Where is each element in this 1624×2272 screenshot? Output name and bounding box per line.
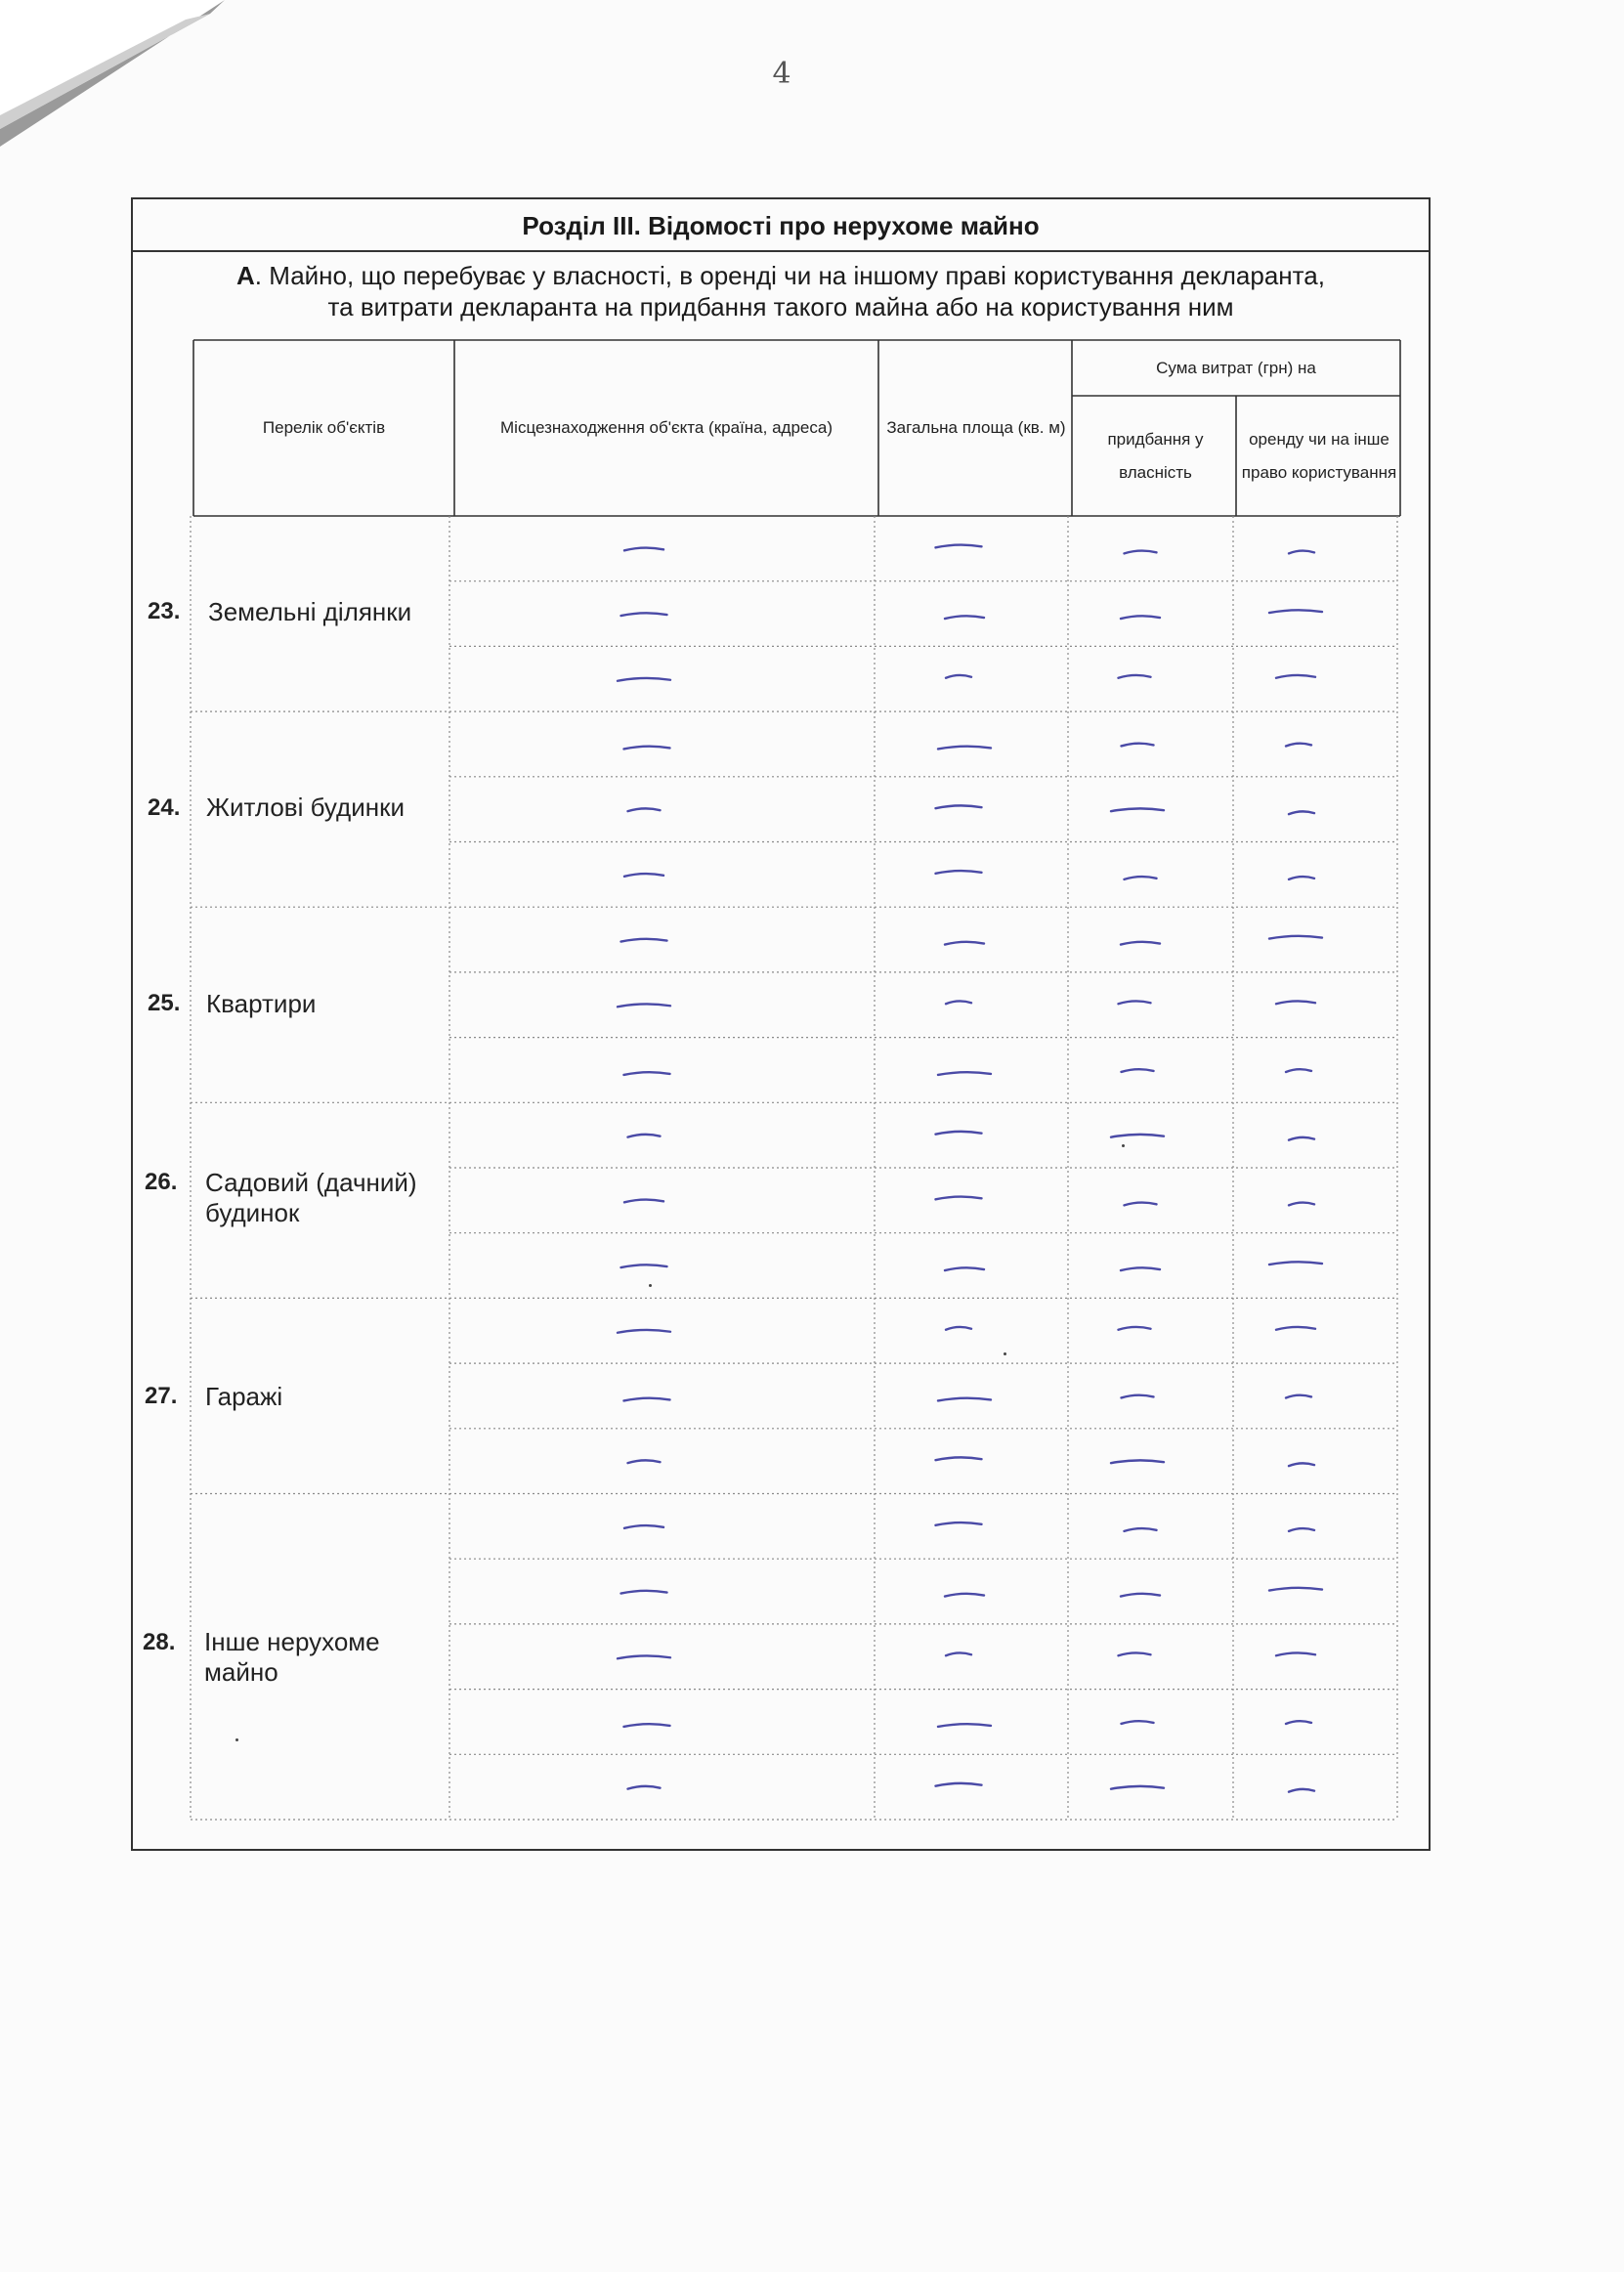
scan-speck	[235, 1738, 238, 1741]
handwritten-dash	[621, 939, 667, 942]
handwritten-dash	[1119, 1652, 1151, 1655]
handwritten-dash	[1121, 942, 1160, 945]
handwritten-dash	[1111, 1460, 1164, 1463]
section-title: Розділ III. Відомості про нерухоме майно	[133, 199, 1429, 252]
handwritten-dash	[618, 1330, 670, 1333]
handwritten-dash	[945, 1267, 984, 1270]
handwritten-dash	[1122, 1395, 1154, 1398]
handwritten-dash	[1125, 551, 1157, 554]
handwritten-dash	[1122, 1721, 1154, 1724]
handwritten-dash	[1119, 675, 1151, 678]
handwritten-dash	[1289, 551, 1314, 554]
handwritten-dash	[1269, 1588, 1322, 1591]
handwritten-dash	[1289, 1137, 1314, 1140]
handwritten-dash	[621, 613, 667, 616]
handwritten-dash	[936, 1132, 982, 1135]
handwritten-dash	[1125, 877, 1157, 879]
handwritten-dash	[938, 1072, 991, 1075]
handwritten-dash	[938, 1724, 991, 1727]
handwritten-dash	[618, 678, 670, 681]
category-label-apartments: Квартири	[206, 989, 317, 1018]
scan-speck	[649, 1284, 652, 1287]
handwritten-dash	[1289, 1203, 1314, 1206]
handwritten-dash	[946, 675, 971, 678]
subsection-letter: А	[236, 261, 255, 290]
category-label-garden-house: Садовий (дачний) будинок	[205, 1168, 417, 1227]
handwritten-dash	[1121, 1594, 1160, 1597]
handwritten-dash	[1122, 744, 1154, 747]
handwritten-dash	[1276, 675, 1315, 678]
handwritten-dash	[628, 1460, 661, 1463]
category-number-houses: 24.	[148, 794, 181, 821]
handwritten-dash	[1111, 808, 1164, 811]
subsection-line1: . Майно, що перебуває у власності, в оренді чи на іншому праві користування декларанта,	[254, 261, 1325, 290]
handwritten-dash	[1289, 877, 1314, 879]
scan-speck	[1122, 1144, 1125, 1147]
scan-speck	[1004, 1352, 1006, 1355]
category-number-garages: 27.	[145, 1383, 178, 1409]
subsection-line2: та витрати декларанта на придбання такого майна або на користування ним	[327, 292, 1234, 322]
handwritten-dash	[945, 616, 984, 619]
handwritten-dash	[621, 1591, 667, 1594]
handwritten-dash	[628, 1135, 661, 1137]
handwritten-dash	[1286, 1395, 1311, 1398]
handwritten-dash	[936, 1197, 982, 1200]
handwritten-dash	[1289, 1463, 1314, 1466]
handwritten-dash	[621, 1265, 667, 1267]
category-number-apartments: 25.	[148, 990, 181, 1016]
header-purchase: придбання у власність	[1107, 429, 1204, 482]
handwritten-dash	[1289, 1789, 1314, 1792]
handwritten-dash	[1121, 1267, 1160, 1270]
handwritten-dash	[1125, 1528, 1157, 1531]
header-expenses-group: Сума витрат (грн) на	[1156, 358, 1316, 377]
category-number-land: 23.	[148, 598, 181, 624]
handwritten-dash	[1289, 811, 1314, 814]
category-label-other-property: Інше нерухоме майно	[204, 1627, 380, 1687]
category-label-land: Земельні ділянки	[208, 597, 412, 626]
handwritten-dash	[1125, 1203, 1157, 1206]
header-area: Загальна площа (кв. м)	[886, 418, 1066, 437]
handwritten-dash	[624, 1200, 663, 1203]
handwritten-dash	[624, 1398, 670, 1401]
handwritten-dash	[618, 1004, 670, 1007]
handwritten-dash	[945, 1594, 984, 1597]
handwritten-dash	[946, 1652, 971, 1655]
handwritten-dash	[618, 1655, 670, 1658]
handwritten-dash	[1119, 1327, 1151, 1330]
handwritten-dash	[624, 548, 663, 551]
handwritten-dash	[1286, 744, 1311, 747]
handwritten-dash	[1276, 1327, 1315, 1330]
category-label-garages: Гаражі	[205, 1382, 283, 1411]
handwritten-dash	[624, 747, 670, 750]
handwritten-dash	[1269, 1262, 1322, 1265]
handwritten-dash	[628, 1786, 661, 1789]
handwritten-dash	[938, 1398, 991, 1401]
page-number: 4	[772, 57, 791, 91]
handwritten-dash	[1276, 1652, 1315, 1655]
handwritten-dash	[624, 1724, 670, 1727]
handwritten-dash	[1289, 1528, 1314, 1531]
category-label-houses: Житлові будинки	[206, 793, 406, 822]
handwritten-dash	[936, 1457, 982, 1460]
handwritten-dash	[1286, 1069, 1311, 1072]
header-location: Місцезнаходження об'єкта (країна, адреса)	[500, 418, 833, 437]
handwritten-dash	[936, 1522, 982, 1525]
header-rent: оренду чи на інше право користування	[1241, 429, 1397, 482]
category-number-other-property: 28.	[143, 1629, 176, 1655]
handwritten-dash	[1276, 1001, 1315, 1004]
handwritten-dash	[628, 808, 661, 811]
handwritten-dash	[936, 545, 982, 548]
handwritten-dash	[938, 747, 991, 750]
handwritten-dash	[945, 942, 984, 945]
handwritten-dash	[1269, 936, 1322, 939]
handwritten-dash	[936, 1783, 982, 1786]
category-number-garden-house: 26.	[145, 1169, 178, 1195]
handwritten-dash	[1111, 1786, 1164, 1789]
handwritten-dash	[1122, 1069, 1154, 1072]
handwritten-dash	[1121, 616, 1160, 619]
handwritten-dash	[946, 1001, 971, 1004]
handwritten-dash	[624, 1072, 670, 1075]
handwritten-dash	[624, 1525, 663, 1528]
header-objects: Перелік об'єктів	[262, 418, 386, 437]
handwritten-dash	[1269, 610, 1322, 613]
handwritten-dash	[1286, 1721, 1311, 1724]
handwritten-dash	[624, 874, 663, 877]
handwritten-dash	[936, 805, 982, 808]
handwritten-dash	[936, 871, 982, 874]
handwritten-dash	[946, 1327, 971, 1330]
handwritten-dash	[1119, 1001, 1151, 1004]
handwritten-dash	[1111, 1135, 1164, 1137]
